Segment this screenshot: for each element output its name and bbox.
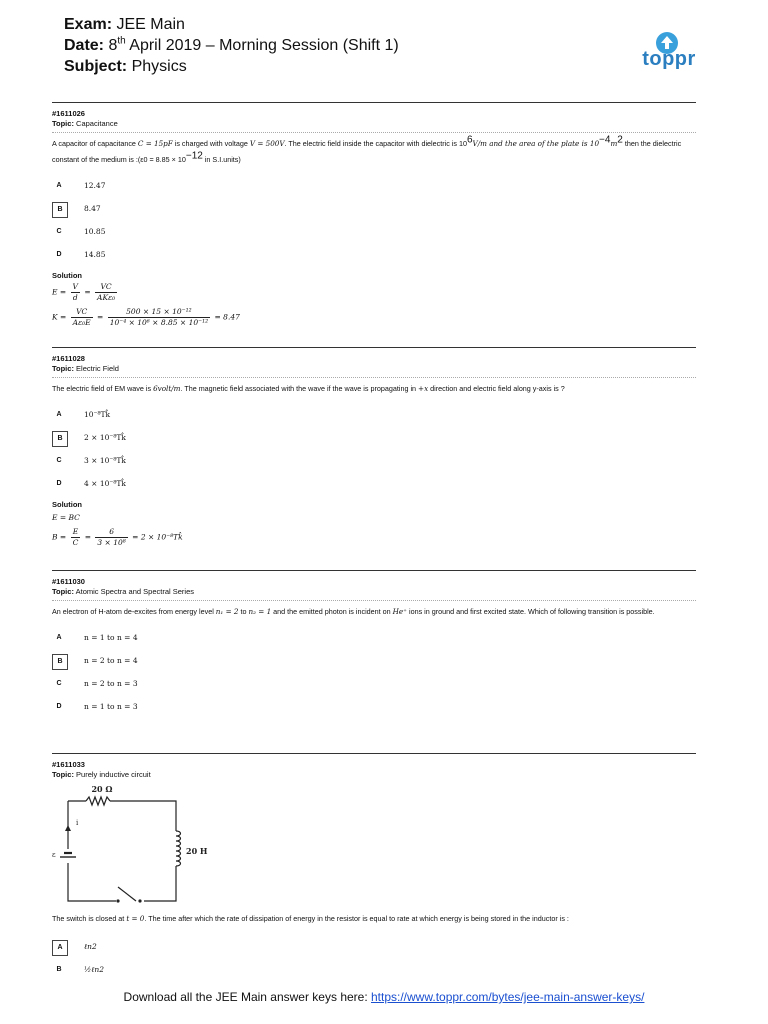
question-text: The switch is closed at t = 0. The time after which the rate of dissipation of energy in the resistor is equal to rate at which energy is being stored in the inductor is : — [52, 914, 569, 923]
option-b[interactable]: B 8.47 — [52, 199, 696, 222]
correct-answer-box: B — [52, 654, 68, 670]
option-d[interactable]: D 14.85 — [56, 250, 106, 259]
section-divider — [52, 570, 696, 571]
emf-label: ε — [52, 851, 56, 859]
section-divider — [52, 753, 696, 754]
answer-keys-link[interactable]: https://www.toppr.com/bytes/jee-main-answer-keys/ — [371, 990, 645, 1004]
question-id: #1611026 — [52, 109, 85, 118]
solution-step: B = $\frac{E}{C}$ = $\frac{6}{\text{3 × 10⁸}}$ = 2 × 10⁻⁸Tk̂ — [52, 527, 183, 547]
correct-answer-box: B — [52, 202, 68, 218]
download-footer: Download all the JEE Main answer keys here: https://www.toppr.com/bytes/jee-main-answer-keys/ — [123, 990, 645, 1004]
dotted-divider — [52, 132, 696, 133]
question-1611028 — [52, 347, 696, 548]
solution-step: E = $\frac{V}{d}$ = $\frac{VC}{\text{AKε₀}}$ — [52, 282, 116, 302]
question-topic: Topic: Purely inductive circuit — [52, 770, 151, 779]
fraction: $\frac{VC}{\text{AKε₀}}$ — [97, 282, 116, 302]
option-a[interactable]: A ℓn2 — [52, 937, 696, 960]
inductor-icon — [176, 831, 181, 866]
options-list — [52, 628, 696, 720]
question-1611033 — [52, 753, 696, 780]
exam-line: Exam: JEE Main — [64, 16, 185, 33]
question-1611026 — [52, 102, 696, 328]
question-topic: Topic: Capacitance — [52, 119, 118, 128]
dotted-divider — [52, 600, 696, 601]
question-text: An electron of H-atom de-excites from energy level n₁ = 2 to n₂ = 1 and the emitted photon is incident on He⁺ ions in ground and first excited state. Which of following transition is possible. — [52, 607, 655, 616]
question-1611033-body — [52, 908, 696, 983]
current-label: i — [76, 819, 79, 827]
fraction: $\frac{V}{d}$ — [72, 282, 78, 302]
logo-text: toppr — [642, 48, 696, 70]
option-c[interactable]: C 3 × 10⁻⁸Tk̂ — [56, 456, 126, 465]
solution-step: E = BC — [52, 513, 80, 522]
option-c[interactable]: C n = 2 to n = 3 — [56, 679, 138, 688]
option-b[interactable]: B ½ℓn2 — [56, 965, 104, 974]
option-a[interactable]: A 12.47 — [56, 181, 106, 190]
toppr-logo — [636, 32, 702, 70]
options-list — [52, 937, 696, 983]
question-id: #1611030 — [52, 577, 85, 586]
option-a[interactable]: A n = 1 to n = 4 — [56, 633, 138, 642]
resistor-icon — [86, 797, 110, 805]
inductor-label: 20 H — [186, 846, 208, 856]
question-topic: Topic: Atomic Spectra and Spectral Series — [52, 587, 195, 596]
solution-label: Solution — [52, 271, 82, 280]
options-list — [52, 176, 696, 268]
dotted-divider — [52, 377, 696, 378]
solution-step: K = $\frac{VC}{\text{Aε₀E}}$ = $\frac{\text{500 × 15 × 10⁻¹²}}{\text{10⁻⁴ × 10⁶ × 8.85 × 10⁻¹²}}$ = 8.47 — [52, 307, 240, 327]
fraction: $\frac{VC}{\text{Aε₀E}}$ — [72, 307, 91, 327]
question-1611030 — [52, 570, 696, 720]
option-d[interactable]: D 4 × 10⁻⁸Tk̂ — [56, 479, 126, 488]
correct-answer-box: B — [52, 431, 68, 447]
switch-icon — [118, 887, 136, 901]
subject-line: Subject: Physics — [64, 58, 187, 75]
question-id: #1611028 — [52, 354, 85, 363]
question-id: #1611033 — [52, 760, 85, 769]
fraction: $\frac{6}{\text{3 × 10⁸}}$ — [97, 527, 126, 547]
exam-header — [64, 14, 399, 77]
question-text: A capacitor of capacitance C = 15pF is charged with voltage V = 500V. The electric field inside the capacitor with dielectric is $10^6V/m$ and the area of the plate is $10^{-4}m^2$ then the dielectric constant of the medium is :(ε0 = $8.85 \times 10^{-12}$ in S.I.units) — [52, 134, 682, 164]
question-topic: Topic: Electric Field — [52, 364, 119, 373]
fraction: $\frac{E}{C}$ — [72, 527, 79, 547]
option-c[interactable]: C 10.85 — [56, 227, 106, 236]
option-b[interactable]: B n = 2 to n = 4 — [52, 651, 696, 674]
date-line: Date: 8th April 2019 – Morning Session (Shift 1) — [64, 35, 399, 54]
option-d[interactable]: D n = 1 to n = 3 — [56, 702, 138, 711]
section-divider — [52, 347, 696, 348]
option-a[interactable]: A 10⁻⁸Tk̂ — [56, 410, 111, 419]
correct-answer-box: A — [52, 940, 68, 956]
rl-circuit-diagram — [52, 783, 236, 908]
fraction: $\frac{\text{500 × 15 × 10⁻¹²}}{\text{10⁻⁴ × 10⁶ × 8.85 × 10⁻¹²}}$ — [109, 307, 209, 327]
resistor-label: 20 Ω — [91, 784, 113, 794]
section-divider — [52, 102, 696, 103]
options-list — [52, 405, 696, 497]
question-text: The electric field of EM wave is 6volt/m. The magnetic field associated with the wave if the wave is propagating in +x direction and electric field along y-axis is ? — [52, 384, 565, 393]
solution-label: Solution — [52, 500, 82, 509]
option-b[interactable]: B 2 × 10⁻⁸Tk̂ — [52, 428, 696, 451]
